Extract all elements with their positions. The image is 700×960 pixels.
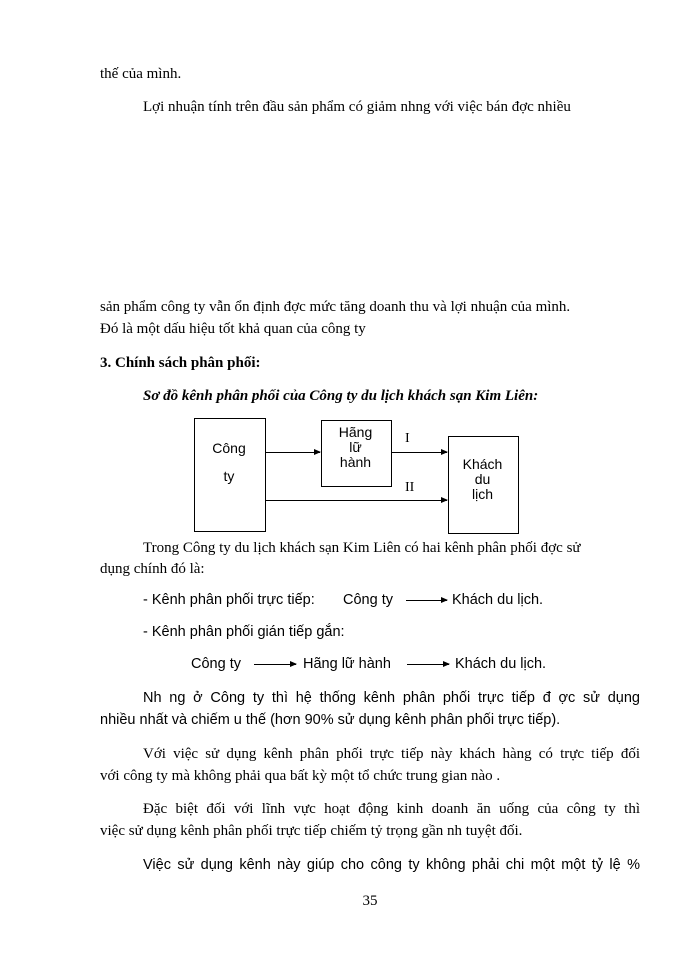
arrow-company-to-customer [265, 500, 447, 501]
paragraph-line: Đó là một dấu hiệu tốt khả quan của công ty [100, 321, 366, 337]
paragraph-line: với công ty mà không phải qua bất kỳ một tổ chức trung gian nào . [100, 768, 501, 784]
paragraph-line: thế của mình. [100, 66, 182, 82]
paragraph-line: việc sử dụng kênh phân phối trực tiếp chiếm tỷ trọng gần nh tuyệt đối. [100, 823, 523, 839]
route-label-2: II [405, 480, 415, 495]
bullet-indirect-label: - Kênh phân phối gián tiếp gắn: [143, 624, 345, 640]
chain-company: Công ty [191, 656, 241, 672]
customer-box-label-2: du [474, 471, 491, 487]
paragraph-line: Đặc biệt đối với lĩnh vực hoạt động kinh doanh ăn uống của công ty thì [143, 801, 640, 817]
paragraph-line: Với việc sử dụng kênh phân phối trực tiếp này khách hàng có trực tiếp đối [143, 746, 640, 762]
bullet-direct-arrow [406, 600, 447, 601]
paragraph-line: Việc sử dụng kênh này giúp cho công ty không phải chi một một tỷ lệ % [143, 857, 640, 873]
chain-arrow-1 [254, 664, 296, 665]
paragraph-line: nhiều nhất và chiếm u thế (hơn 90% sử dụng kênh phân phối trực tiếp). [100, 712, 561, 728]
company-box-label-1: Công [212, 440, 246, 456]
customer-box-label-1: Khách [462, 456, 503, 472]
arrow-company-to-agency [265, 452, 320, 453]
route-label-1: I [405, 431, 410, 446]
agency-box-label-2: lữ [349, 439, 362, 455]
customer-box-label-3: lịch [471, 486, 493, 502]
diagram-caption: Sơ đồ kênh phân phối của Công ty du lịch khách sạn Kim Liên: [143, 388, 539, 404]
agency-box-label-1: Hãng [338, 424, 373, 440]
arrow-agency-to-customer [391, 452, 447, 453]
chain-customer: Khách du lịch. [455, 656, 547, 672]
bullet-direct-to: Khách du lịch. [452, 592, 544, 608]
bullet-direct-from: Công ty [343, 592, 393, 608]
bullet-direct-label: - Kênh phân phối trực tiếp: [143, 592, 315, 608]
paragraph-line: Lợi nhuận tính trên đầu sản phẩm có giảm nhng với việc bán đợc nhiều [143, 99, 571, 115]
page-number: 35 [362, 893, 378, 909]
section-heading: 3. Chính sách phân phối: [100, 355, 261, 371]
company-box-label-2: ty [223, 468, 235, 484]
paragraph-line: Nh ng ở Công ty thì hệ thống kênh phân phối trực tiếp đ ợc sử dụng [143, 690, 640, 706]
paragraph-line: sản phẩm công ty vẫn ổn định đợc mức tăng doanh thu và lợi nhuận của mình. [100, 299, 571, 315]
chain-agency: Hãng lữ hành [303, 656, 391, 672]
paragraph-line: dụng chính đó là: [100, 561, 205, 577]
agency-box-label-3: hành [339, 454, 372, 470]
chain-arrow-2 [407, 664, 449, 665]
paragraph-line: Trong Công ty du lịch khách sạn Kim Liên có hai kênh phân phối đợc sử [143, 540, 581, 556]
